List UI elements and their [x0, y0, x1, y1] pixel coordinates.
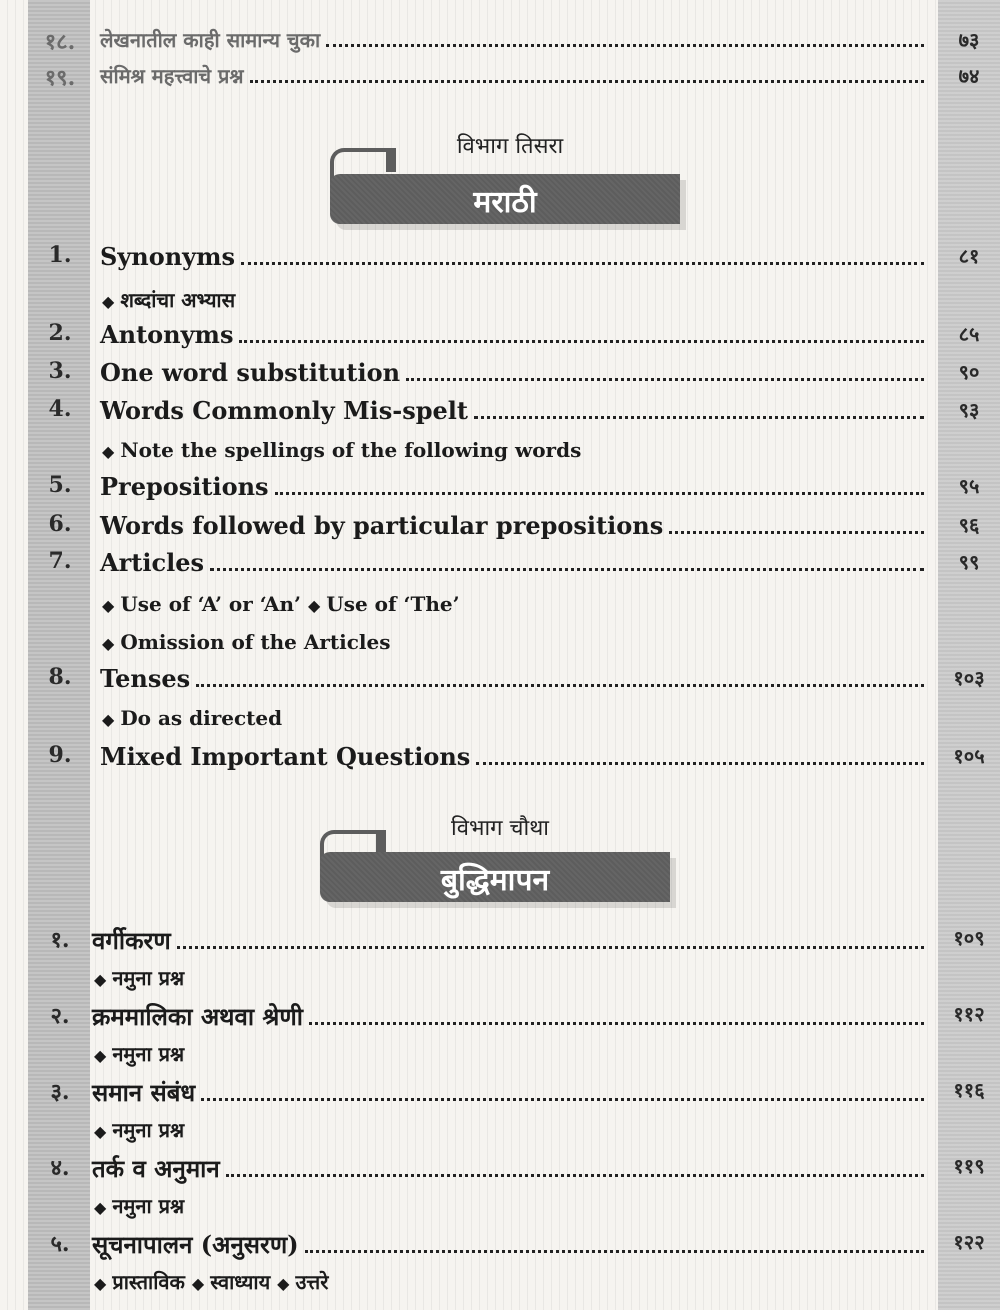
- diamond-bullet-icon: ◆: [191, 1274, 205, 1293]
- toc-row[interactable]: [0, 358, 1000, 398]
- toc-title: One word substitution: [100, 358, 401, 387]
- toc-row[interactable]: [0, 924, 1000, 964]
- subitem-text: नमुना प्रश्न: [112, 1118, 185, 1142]
- toc-page: ११६: [953, 1078, 985, 1102]
- toc-number: 4.: [48, 396, 72, 422]
- toc-subitem: [94, 964, 184, 991]
- toc-number: २.: [50, 1003, 70, 1029]
- toc-subitem: [102, 630, 390, 654]
- subitem-text: प्रास्ताविक: [112, 1270, 185, 1294]
- diamond-bullet-icon: ◆: [94, 970, 107, 989]
- dot-leader: [201, 1098, 924, 1101]
- subitem-text: Use of ‘The’: [326, 592, 460, 616]
- toc-page: १०३: [953, 666, 985, 690]
- diamond-bullet-icon: ◆: [94, 1198, 107, 1217]
- diamond-bullet-icon: ◆: [94, 1122, 107, 1141]
- toc-number: 1.: [48, 242, 72, 268]
- toc-row[interactable]: [0, 242, 1000, 282]
- section-banner: [320, 812, 680, 912]
- toc-title: Antonyms: [100, 320, 234, 349]
- toc-number: 7.: [48, 548, 72, 574]
- toc-title: Tenses: [100, 664, 191, 693]
- diamond-bullet-icon: ◆: [102, 634, 115, 653]
- subitem-text: Use of ‘A’ or ‘An’: [120, 592, 301, 616]
- diamond-bullet-icon: ◆: [94, 1046, 107, 1065]
- dot-leader: [250, 80, 924, 83]
- toc-title: Synonyms: [100, 242, 236, 271]
- toc-page: ७४: [958, 64, 980, 88]
- banner-tab: [386, 148, 396, 172]
- toc-row[interactable]: [0, 1000, 1000, 1040]
- dot-leader: [196, 684, 924, 687]
- toc-row[interactable]: [0, 26, 1000, 66]
- dot-leader: [210, 568, 924, 571]
- banner-tab: [376, 830, 386, 854]
- toc-row[interactable]: [0, 1076, 1000, 1116]
- diamond-bullet-icon: ◆: [102, 292, 115, 311]
- toc-page: ९९: [958, 550, 980, 574]
- toc-page: ८५: [958, 322, 980, 346]
- dot-leader: [476, 762, 924, 765]
- toc-number: 2.: [48, 320, 72, 346]
- toc-number: 3.: [48, 358, 72, 384]
- toc-page: १२२: [953, 1230, 985, 1254]
- toc-number: 8.: [48, 664, 72, 690]
- toc-row[interactable]: [0, 1152, 1000, 1192]
- subitem-text: शब्दांचा अभ्यास: [120, 288, 236, 312]
- toc-title: Mixed Important Questions: [100, 742, 471, 771]
- dot-leader: [239, 340, 924, 343]
- toc-title: Words followed by particular prepositions: [100, 511, 664, 540]
- toc-page: ७३: [958, 28, 980, 52]
- toc-row[interactable]: [0, 548, 1000, 588]
- toc-number: 5.: [48, 472, 72, 498]
- dot-leader: [326, 44, 924, 47]
- toc-subitem: [102, 592, 460, 616]
- toc-title: संमिश्र महत्त्वाचे प्रश्न: [100, 64, 244, 88]
- toc-subitem: [94, 1268, 328, 1295]
- toc-title: Articles: [100, 548, 204, 577]
- toc-number: 9.: [48, 742, 72, 768]
- toc-row[interactable]: [0, 472, 1000, 512]
- section-title: बुद्धिमापन: [440, 863, 550, 898]
- toc-number: ४.: [50, 1155, 70, 1181]
- subitem-text: नमुना प्रश्न: [112, 966, 185, 990]
- toc-number: 6.: [48, 511, 72, 537]
- dot-leader: [406, 378, 924, 381]
- section-ribbon: [330, 174, 680, 224]
- toc-page: १०५: [953, 744, 985, 768]
- dot-leader: [669, 531, 924, 534]
- dot-leader: [177, 946, 924, 949]
- diamond-bullet-icon: ◆: [102, 596, 115, 615]
- dot-leader: [226, 1174, 924, 1177]
- toc-row[interactable]: [0, 511, 1000, 551]
- subitem-text: नमुना प्रश्न: [112, 1194, 185, 1218]
- subitem-text: Do as directed: [120, 706, 283, 730]
- diamond-bullet-icon: ◆: [94, 1274, 107, 1293]
- toc-subitem: [94, 1192, 184, 1219]
- dot-leader: [275, 492, 924, 495]
- toc-subitem: [102, 706, 282, 730]
- toc-title: लेखनातील काही सामान्य चुका: [100, 28, 321, 52]
- toc-row[interactable]: [0, 62, 1000, 102]
- toc-row[interactable]: [0, 742, 1000, 782]
- toc-subitem: [102, 286, 235, 313]
- toc-row[interactable]: [0, 320, 1000, 360]
- subitem-text: नमुना प्रश्न: [112, 1042, 185, 1066]
- section-title: मराठी: [473, 185, 537, 220]
- toc-page: ११९: [953, 1154, 985, 1178]
- toc-subitem: [94, 1040, 184, 1067]
- toc-number: १९.: [44, 65, 76, 91]
- toc-number: ३.: [50, 1079, 70, 1105]
- toc-page: ९५: [958, 474, 980, 498]
- diamond-bullet-icon: ◆: [102, 442, 115, 461]
- toc-title: समान संबंध: [92, 1078, 196, 1107]
- toc-page: ८१: [958, 244, 980, 268]
- subitem-text: Note the spellings of the following words: [120, 438, 582, 462]
- dot-leader: [305, 1250, 924, 1253]
- toc-title: Words Commonly Mis-spelt: [100, 396, 468, 425]
- toc-row[interactable]: [0, 396, 1000, 436]
- toc-row[interactable]: [0, 1228, 1000, 1268]
- toc-title: Prepositions: [100, 472, 269, 501]
- toc-subitem: [94, 1116, 184, 1143]
- diamond-bullet-icon: ◆: [102, 710, 115, 729]
- toc-number: १८.: [44, 29, 76, 55]
- dot-leader: [474, 416, 924, 419]
- toc-row[interactable]: [0, 664, 1000, 704]
- toc-number: ५.: [50, 1231, 70, 1257]
- toc-number: १.: [50, 927, 70, 953]
- dot-leader: [309, 1022, 924, 1025]
- diamond-bullet-icon: ◆: [277, 1274, 290, 1293]
- toc-title: सूचनापालन (अनुसरण): [92, 1230, 299, 1259]
- subitem-text: स्वाध्याय: [210, 1270, 271, 1294]
- toc-subitem: [102, 438, 581, 462]
- toc-page: ११२: [953, 1002, 985, 1026]
- dot-leader: [241, 262, 924, 265]
- toc-page: ९६: [958, 513, 980, 537]
- toc-page: १०९: [953, 926, 985, 950]
- section-ribbon: [320, 852, 670, 902]
- toc-title: वर्गीकरण: [92, 926, 171, 955]
- toc-page: ९३: [958, 398, 980, 422]
- section-label: विभाग चौथा: [451, 816, 549, 841]
- toc-title: क्रममालिका अथवा श्रेणी: [92, 1002, 303, 1031]
- section-label: विभाग तिसरा: [456, 134, 564, 159]
- diamond-bullet-icon: ◆: [307, 596, 321, 615]
- toc-title: तर्क व अनुमान: [92, 1154, 220, 1183]
- section-banner: [330, 130, 690, 230]
- toc-page: ९०: [958, 360, 980, 384]
- subitem-text: उत्तरे: [295, 1270, 329, 1294]
- subitem-text: Omission of the Articles: [120, 630, 391, 654]
